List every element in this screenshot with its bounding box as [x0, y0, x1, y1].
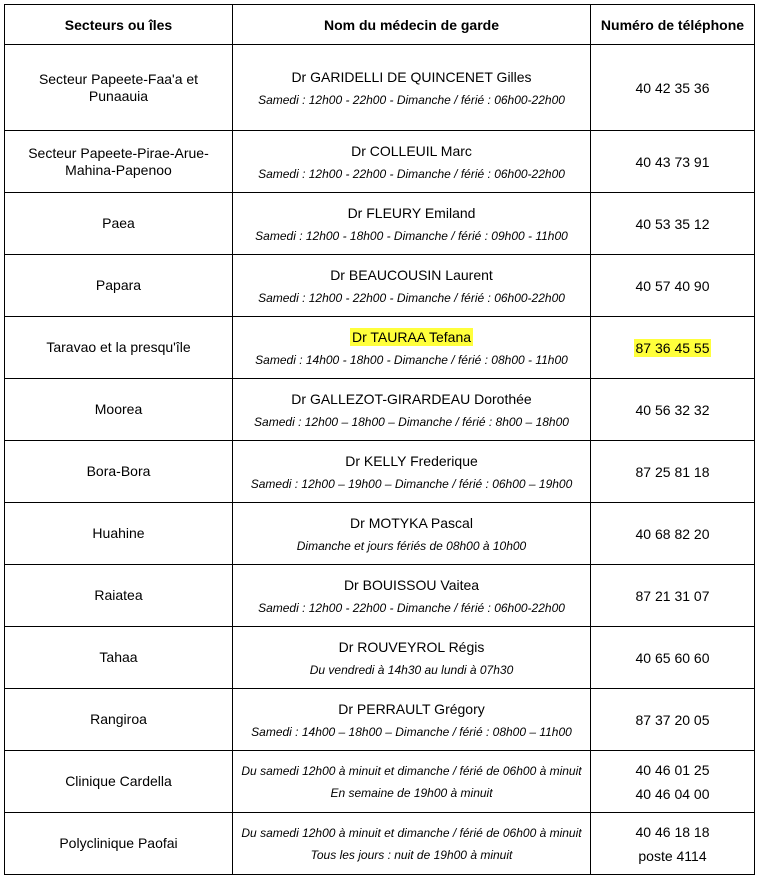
phone-number: 40 43 73 91 — [635, 153, 710, 170]
on-call-hours: Du samedi 12h00 à minuit et dimanche / férié de 06h00 à minuit — [241, 825, 582, 840]
on-call-hours: Samedi : 12h00 - 18h00 - Dimanche / férié : 09h00 - 11h00 — [255, 228, 568, 243]
table-row — [5, 751, 755, 813]
table-row — [5, 255, 755, 317]
phone-number: 40 65 60 60 — [635, 649, 710, 666]
phone-cell — [591, 193, 755, 255]
doctor-name: Dr PERRAULT Grégory — [338, 700, 485, 717]
doctor-cell — [233, 565, 591, 627]
doctor-name: Dr COLLEUIL Marc — [351, 142, 472, 159]
table-row — [5, 131, 755, 193]
on-call-hours: Samedi : 14h00 - 18h00 - Dimanche / férié : 08h00 - 11h00 — [255, 352, 568, 367]
phone-cell — [591, 751, 755, 813]
sector-cell: Clinique Cardella — [5, 751, 233, 813]
doctor-name: Dr GALLEZOT-GIRARDEAU Dorothée — [291, 390, 532, 407]
doctor-cell — [233, 131, 591, 193]
phone-number: 87 21 31 07 — [635, 587, 710, 604]
sector-cell: Taravao et la presqu'île — [5, 317, 233, 379]
doctor-cell — [233, 689, 591, 751]
sector-cell: Bora-Bora — [5, 441, 233, 503]
on-call-hours: Tous les jours : nuit de 19h00 à minuit — [310, 847, 513, 862]
table-row — [5, 45, 755, 131]
sector-cell: Paea — [5, 193, 233, 255]
phone-cell — [591, 503, 755, 565]
table-row — [5, 565, 755, 627]
on-call-hours: Samedi : 12h00 – 19h00 – Dimanche / férié : 06h00 – 19h00 — [250, 476, 573, 491]
sector-cell: Secteur Papeete-Pirae-Arue-Mahina-Papenoo — [5, 131, 233, 193]
phone-number: 40 68 82 20 — [635, 525, 710, 542]
phone-number: 40 53 35 12 — [635, 215, 710, 232]
sector-cell: Polyclinique Paofai — [5, 813, 233, 875]
phone-cell — [591, 441, 755, 503]
doctor-cell — [233, 751, 591, 813]
phone-number: poste 4114 — [638, 847, 707, 864]
table-row — [5, 317, 755, 379]
phone-cell — [591, 379, 755, 441]
phone-cell — [591, 255, 755, 317]
phone-cell — [591, 813, 755, 875]
table-row — [5, 627, 755, 689]
on-call-hours: Du samedi 12h00 à minuit et dimanche / férié de 06h00 à minuit — [241, 763, 582, 778]
sector-cell: Secteur Papeete-Faa'a et Punaauia — [5, 45, 233, 131]
doctor-cell — [233, 627, 591, 689]
phone-number: 87 36 45 55 — [635, 339, 710, 356]
phone-cell — [591, 627, 755, 689]
doctor-cell — [233, 379, 591, 441]
on-call-hours: Samedi : 12h00 - 22h00 - Dimanche / férié : 06h00-22h00 — [258, 290, 565, 305]
table-header-row — [5, 5, 755, 45]
on-call-hours: Samedi : 12h00 – 18h00 – Dimanche / férié : 8h00 – 18h00 — [254, 414, 569, 429]
phone-cell — [591, 317, 755, 379]
header-doctor: Nom du médecin de garde — [233, 5, 591, 45]
doctor-cell — [233, 503, 591, 565]
doctor-cell — [233, 45, 591, 131]
header-phone: Numéro de téléphone — [591, 5, 755, 45]
doctor-name: Dr TAURAA Tefana — [351, 328, 472, 345]
table-body — [5, 45, 755, 875]
doctor-name: Dr KELLY Frederique — [345, 452, 478, 469]
phone-cell — [591, 689, 755, 751]
phone-number: 40 46 04 00 — [635, 785, 710, 802]
doctor-name: Dr GARIDELLI DE QUINCENET Gilles — [291, 68, 532, 85]
table-row — [5, 503, 755, 565]
doctor-name: Dr FLEURY Emiland — [347, 204, 476, 221]
doctor-name: Dr BOUISSOU Vaitea — [343, 576, 480, 593]
sector-cell: Papara — [5, 255, 233, 317]
sector-cell: Raiatea — [5, 565, 233, 627]
table-row — [5, 379, 755, 441]
sector-cell: Rangiroa — [5, 689, 233, 751]
phone-number: 40 46 18 18 — [635, 823, 710, 840]
doctor-cell — [233, 441, 591, 503]
phone-number: 40 46 01 25 — [635, 761, 710, 778]
on-call-hours: Samedi : 12h00 - 22h00 - Dimanche / férié : 06h00-22h00 — [258, 166, 565, 181]
table-row — [5, 441, 755, 503]
on-call-hours: Du vendredi à 14h30 au lundi à 07h30 — [309, 662, 514, 677]
table-row — [5, 813, 755, 875]
phone-number: 40 42 35 36 — [635, 79, 710, 96]
phone-cell — [591, 45, 755, 131]
doctor-cell — [233, 193, 591, 255]
phone-number: 87 37 20 05 — [635, 711, 710, 728]
phone-number: 87 25 81 18 — [635, 463, 710, 480]
phone-cell — [591, 131, 755, 193]
on-call-hours: Dimanche et jours fériés de 08h00 à 10h00 — [296, 538, 527, 553]
sector-cell: Moorea — [5, 379, 233, 441]
doctor-name: Dr MOTYKA Pascal — [350, 514, 473, 531]
phone-number: 40 56 32 32 — [635, 401, 710, 418]
on-call-hours: Samedi : 12h00 - 22h00 - Dimanche / férié : 06h00-22h00 — [258, 600, 565, 615]
phone-cell — [591, 565, 755, 627]
on-call-hours: En semaine de 19h00 à minuit — [330, 785, 493, 800]
on-call-hours: Samedi : 12h00 - 22h00 - Dimanche / férié : 06h00-22h00 — [258, 92, 565, 107]
on-call-doctors-table — [4, 4, 755, 875]
sector-cell: Huahine — [5, 503, 233, 565]
table-row — [5, 193, 755, 255]
doctor-name: Dr BEAUCOUSIN Laurent — [330, 266, 493, 283]
header-sector: Secteurs ou îles — [5, 5, 233, 45]
doctor-cell — [233, 813, 591, 875]
doctor-cell — [233, 255, 591, 317]
doctor-cell — [233, 317, 591, 379]
doctor-name: Dr ROUVEYROL Régis — [338, 638, 485, 655]
table-row — [5, 689, 755, 751]
on-call-hours: Samedi : 14h00 – 18h00 – Dimanche / férié : 08h00 – 11h00 — [251, 724, 572, 739]
sector-cell: Tahaa — [5, 627, 233, 689]
phone-number: 40 57 40 90 — [635, 277, 710, 294]
